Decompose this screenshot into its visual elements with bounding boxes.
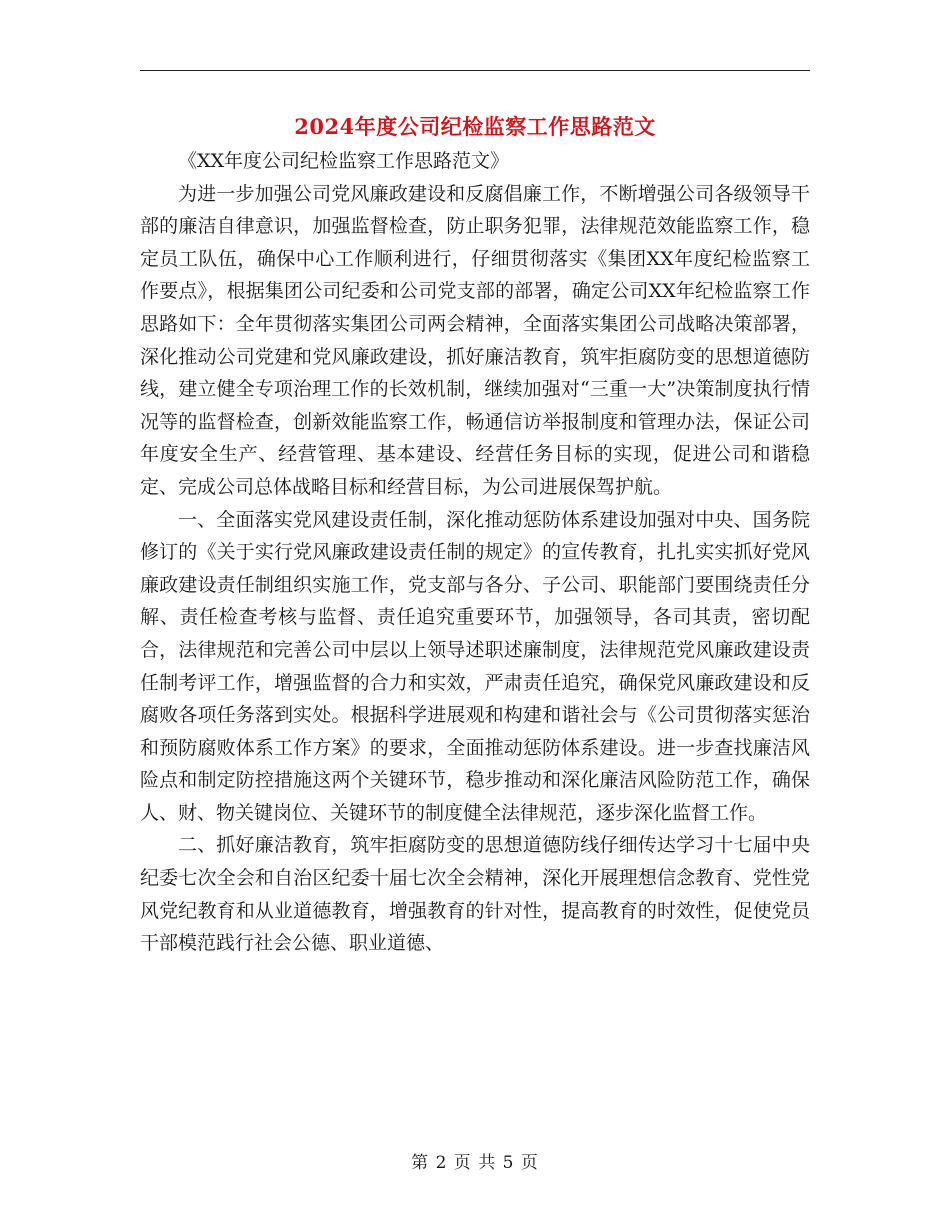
document-title: 2024年度公司纪检监察工作思路范文 — [294, 114, 656, 139]
body-paragraph: 为进一步加强公司党风廉政建设和反腐倡廉工作，不断增强公司各级领导干部的廉洁自律意识，加强监督检查，防止职务犯罪，法律规范效能监察工作，稳定员工队伍，确保中心工作顺利进行，仔细贯彻落实《集团XX年度纪检监察工作要点》，根据集团公司纪委和公司党支部的部署，确定公司XX年纪检监察工作思路如下：全年贯彻落实集团公司两会精神，全面落实集团公司战略决策部署，深化推动公司党建和党风廉政建设，抓好廉洁教育，筑牢拒腐防变的思想道德防线，建立健全专项治理工作的长效机制，继续加强对“三重一大”决策制度执行情况等的监督检查，创新效能监察工作，畅通信访举报制度和管理办法，保证公司年度安全生产、经营管理、基本建设、经营任务目标的实现，促进公司和谐稳定、完成公司总体战略目标和经营目标，为公司进展保驾护航。 — [140, 182, 810, 498]
page-number-footer: 第 2 页 共 5 页 — [411, 1153, 539, 1173]
body-paragraph-subtitle: 《XX年度公司纪检监察工作思路范文》 — [178, 150, 510, 172]
body-paragraph: 一、全面落实党风建设责任制，深化推动惩防体系建设加强对中央、国务院修订的《关于实行党风廉政建设责任制的规定》的宣传教育，扎扎实实抓好党风廉政建设责任制组织实施工作，党支部与各分、子公司、职能部门要围绕责任分解、责任检查考核与监督、责任追究重要环节，加强领导，各司其责，密切配合，法律规范和完善公司中层以上领导述职述廉制度，法律规范党风廉政建设责任制考评工作，增强监督的合力和实效，严肃责任追究，确保党风廉政建设和反腐败各项任务落到实处。根据科学进展观和构建和谐社会与《公司贯彻落实惩治和预防腐败体系工作方案》的要求，全面推动惩防体系建设。进一步查找廉洁风险点和制定防控措施这两个关键环节，稳步推动和深化廉洁风险防范工作，确保人、财、物关键岗位、关键环节的制度健全法律规范，逐步深化监督工作。 — [140, 508, 810, 824]
body-paragraph: 二、抓好廉洁教育，筑牢拒腐防变的思想道德防线仔细传达学习十七届中央纪委七次全会和自治区纪委十届七次全会精神，深化开展理想信念教育、党性党风党纪教育和从业道德教育，增强教育的针对性，提高教育的时效性，促使党员干部模范践行社会公德、职业道德、 — [140, 834, 810, 955]
header-divider — [140, 70, 810, 71]
document-body — [140, 145, 810, 960]
